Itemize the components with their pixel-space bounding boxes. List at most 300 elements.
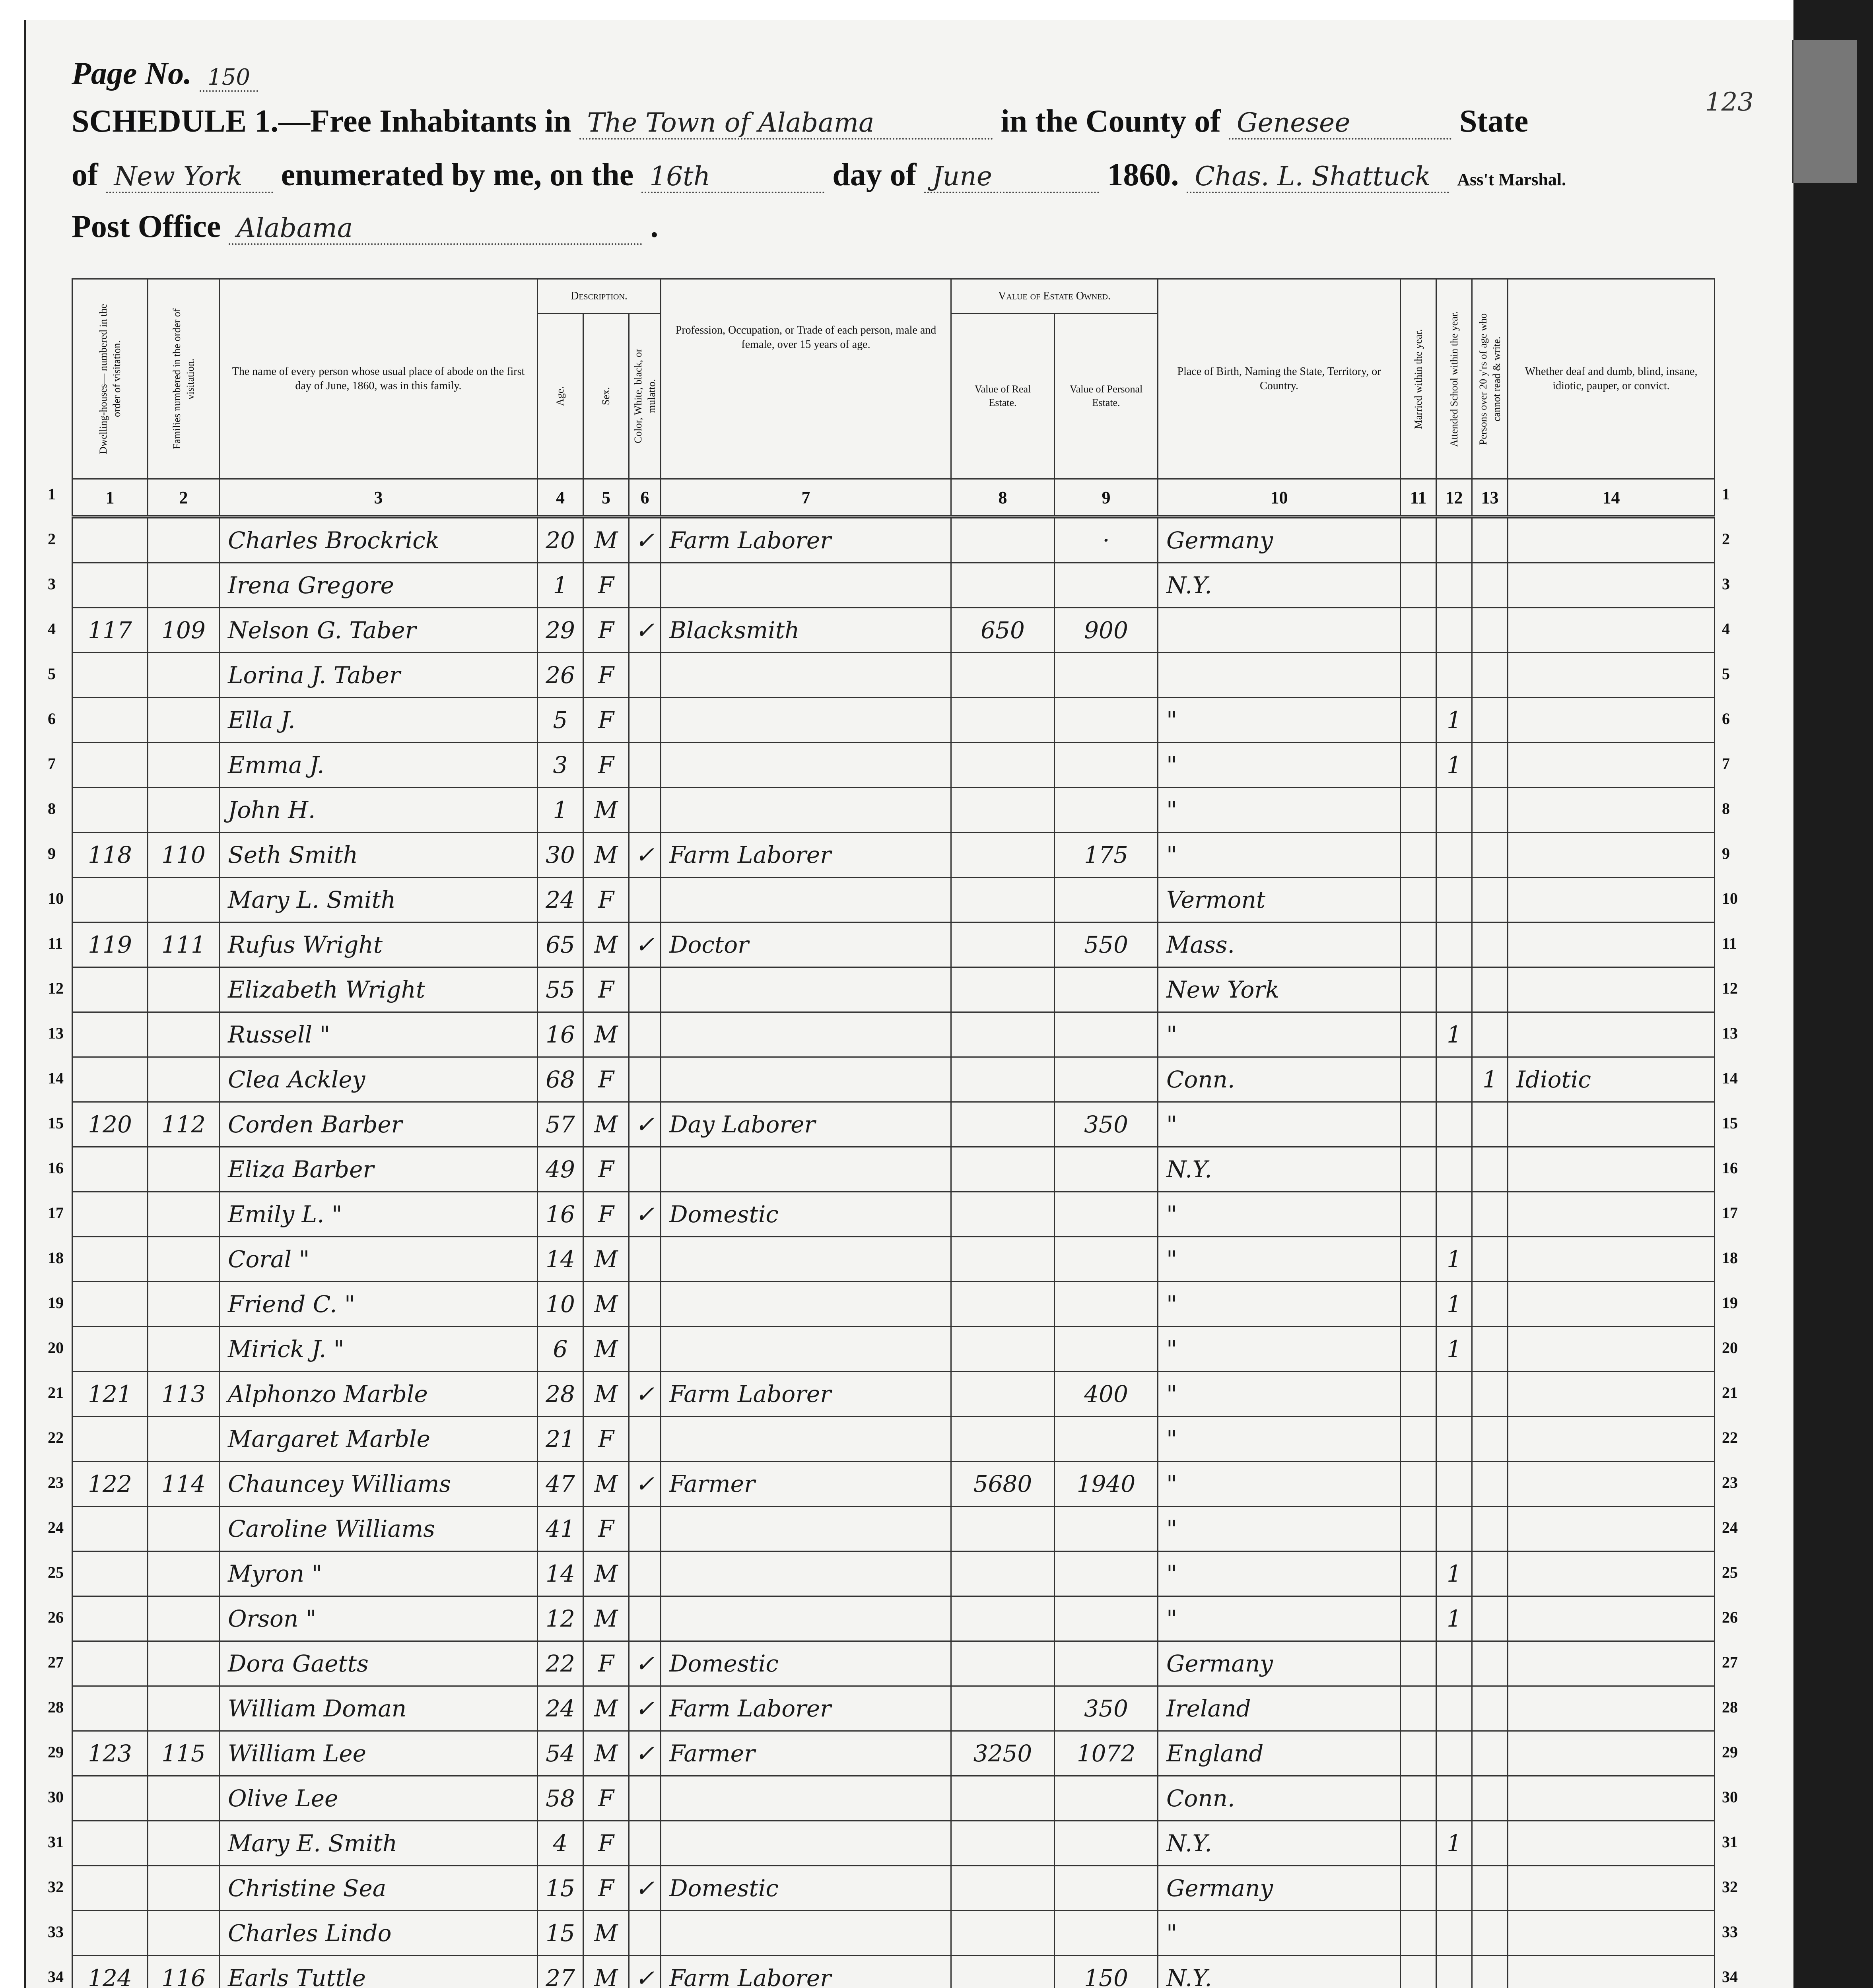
personal-estate-cell <box>1055 1911 1158 1956</box>
occupation-cell: Day Laborer <box>661 1102 951 1147</box>
dwelling-number <box>72 743 148 788</box>
married-cell <box>1401 1686 1436 1731</box>
read-write-cell <box>1472 1596 1508 1641</box>
color-cell: ✓ <box>629 517 661 563</box>
personal-estate-cell: 400 <box>1055 1372 1158 1417</box>
married-cell <box>1401 1821 1436 1866</box>
dwelling-number <box>72 1327 148 1372</box>
birthplace-cell: Vermont <box>1158 878 1401 922</box>
married-cell <box>1401 1596 1436 1641</box>
family-number: 112 <box>148 1102 220 1147</box>
table-row <box>72 1462 1715 1507</box>
family-number <box>148 653 220 698</box>
read-write-cell <box>1472 653 1508 698</box>
line-number: 7 <box>48 755 56 773</box>
real-estate-cell: 5680 <box>951 1462 1055 1507</box>
state-label: State <box>1459 104 1529 139</box>
age-cell: 15 <box>538 1911 583 1956</box>
sex-cell: M <box>583 1327 629 1372</box>
line-number: 19 <box>1722 1294 1738 1312</box>
personal-estate-cell <box>1055 788 1158 833</box>
sex-cell: M <box>583 1911 629 1956</box>
sex-cell: M <box>583 517 629 563</box>
read-write-cell <box>1472 1686 1508 1731</box>
person-name: Myron " <box>220 1551 538 1596</box>
county-value: Genesee <box>1229 107 1451 140</box>
line-number: 5 <box>48 665 56 683</box>
real-estate-cell <box>951 517 1055 563</box>
real-estate-cell <box>951 1102 1055 1147</box>
real-estate-cell <box>951 1507 1055 1551</box>
family-number <box>148 1282 220 1327</box>
read-write-cell <box>1472 1327 1508 1372</box>
col-occupation-header: Profession, Occupation, or Trade of each person, male and female, over 15 years of age. <box>661 279 951 479</box>
family-number <box>148 1327 220 1372</box>
real-estate-cell <box>951 1282 1055 1327</box>
sex-cell: M <box>583 1596 629 1641</box>
age-cell: 16 <box>538 1012 583 1057</box>
occupation-cell <box>661 653 951 698</box>
birthplace-cell: " <box>1158 698 1401 743</box>
color-cell <box>629 1147 661 1192</box>
person-name: Olive Lee <box>220 1776 538 1821</box>
marshal-label: Ass't Marshal. <box>1457 170 1566 189</box>
person-name: Orson " <box>220 1596 538 1641</box>
col-read-write-header: Persons over 20 y'rs of age who cannot read & write. <box>1472 279 1508 479</box>
color-cell <box>629 1596 661 1641</box>
condition-cell <box>1508 698 1715 743</box>
condition-cell <box>1508 788 1715 833</box>
married-cell <box>1401 1327 1436 1372</box>
column-number: 5 <box>583 479 629 517</box>
occupation-cell <box>661 1551 951 1596</box>
line-number: 33 <box>1722 1923 1738 1941</box>
age-cell: 22 <box>538 1641 583 1686</box>
color-cell: ✓ <box>629 608 661 653</box>
state-value: New York <box>106 161 273 193</box>
person-name: Chauncey Williams <box>220 1462 538 1507</box>
dwelling-number <box>72 1147 148 1192</box>
personal-estate-cell <box>1055 1507 1158 1551</box>
column-header-row <box>72 279 1715 314</box>
line-number: 11 <box>1722 934 1737 952</box>
line-number: 19 <box>48 1294 64 1312</box>
color-cell <box>629 1417 661 1462</box>
personal-estate-cell: 550 <box>1055 922 1158 967</box>
dwelling-number: 120 <box>72 1102 148 1147</box>
condition-cell <box>1508 1417 1715 1462</box>
condition-cell <box>1508 743 1715 788</box>
person-name: Coral " <box>220 1237 538 1282</box>
dwelling-number <box>72 1507 148 1551</box>
read-write-cell <box>1472 1731 1508 1776</box>
family-number: 111 <box>148 922 220 967</box>
color-cell <box>629 788 661 833</box>
family-number: 114 <box>148 1462 220 1507</box>
occupation-cell <box>661 1821 951 1866</box>
table-row <box>72 1551 1715 1596</box>
real-estate-cell <box>951 1237 1055 1282</box>
school-cell <box>1436 878 1472 922</box>
column-number: 8 <box>951 479 1055 517</box>
binding-tab <box>1792 40 1857 183</box>
personal-estate-cell <box>1055 698 1158 743</box>
schedule-header-line2 <box>72 157 1566 193</box>
person-name: Nelson G. Taber <box>220 608 538 653</box>
personal-estate-cell: 175 <box>1055 833 1158 878</box>
person-name: Ella J. <box>220 698 538 743</box>
real-estate-cell <box>951 1417 1055 1462</box>
table-row <box>72 1147 1715 1192</box>
occupation-cell: Farm Laborer <box>661 1372 951 1417</box>
table-row <box>72 563 1715 608</box>
occupation-cell: Domestic <box>661 1641 951 1686</box>
real-estate-cell <box>951 967 1055 1012</box>
condition-cell <box>1508 1551 1715 1596</box>
condition-cell <box>1508 1462 1715 1507</box>
line-number: 12 <box>1722 979 1738 997</box>
line-number: 31 <box>48 1833 64 1851</box>
real-estate-cell <box>951 833 1055 878</box>
table-row <box>72 1192 1715 1237</box>
birthplace-cell: " <box>1158 1911 1401 1956</box>
dwelling-number <box>72 967 148 1012</box>
color-cell <box>629 1551 661 1596</box>
line-number: 21 <box>48 1384 64 1402</box>
line-number: 28 <box>1722 1698 1738 1716</box>
line-number: 4 <box>48 620 56 638</box>
birthplace-cell <box>1158 608 1401 653</box>
read-write-cell <box>1472 833 1508 878</box>
real-estate-cell <box>951 563 1055 608</box>
age-cell: 3 <box>538 743 583 788</box>
dwelling-number: 121 <box>72 1372 148 1417</box>
married-cell <box>1401 1776 1436 1821</box>
real-estate-cell <box>951 922 1055 967</box>
married-cell <box>1401 1911 1436 1956</box>
line-number: 25 <box>1722 1563 1738 1581</box>
personal-estate-cell: 350 <box>1055 1102 1158 1147</box>
line-number: 23 <box>1722 1474 1738 1491</box>
line-number: 31 <box>1722 1833 1738 1851</box>
sex-cell: F <box>583 563 629 608</box>
line-number: 13 <box>1722 1024 1738 1042</box>
family-number <box>148 1776 220 1821</box>
occupation-cell: Farm Laborer <box>661 517 951 563</box>
line-number: 22 <box>48 1429 64 1446</box>
table-row <box>72 743 1715 788</box>
person-name: Charles Brockrick <box>220 517 538 563</box>
birthplace-cell: Germany <box>1158 1641 1401 1686</box>
married-cell <box>1401 743 1436 788</box>
family-number <box>148 1192 220 1237</box>
of-label: of <box>72 157 98 192</box>
read-write-cell <box>1472 1821 1508 1866</box>
school-cell <box>1436 1507 1472 1551</box>
col-condition-header: Whether deaf and dumb, blind, insane, idiotic, pauper, or convict. <box>1508 279 1715 479</box>
dwelling-number <box>72 1282 148 1327</box>
condition-cell <box>1508 833 1715 878</box>
condition-cell <box>1508 1596 1715 1641</box>
read-write-cell <box>1472 1551 1508 1596</box>
age-cell: 27 <box>538 1956 583 1988</box>
line-number: 9 <box>1722 845 1730 862</box>
birthplace-cell: N.Y. <box>1158 1956 1401 1988</box>
school-cell <box>1436 1731 1472 1776</box>
person-name: Mary L. Smith <box>220 878 538 922</box>
dwelling-number <box>72 1686 148 1731</box>
birthplace-cell: " <box>1158 1507 1401 1551</box>
line-number: 6 <box>1722 710 1730 728</box>
personal-estate-cell <box>1055 1641 1158 1686</box>
real-estate-cell <box>951 653 1055 698</box>
color-cell: ✓ <box>629 1641 661 1686</box>
occupation-cell <box>661 563 951 608</box>
dwelling-number <box>72 1057 148 1102</box>
person-name: Charles Lindo <box>220 1911 538 1956</box>
family-number <box>148 517 220 563</box>
line-number: 22 <box>1722 1429 1738 1446</box>
birthplace-cell: " <box>1158 1327 1401 1372</box>
census-rows <box>72 517 1715 1988</box>
real-estate-cell <box>951 878 1055 922</box>
married-cell <box>1401 1417 1436 1462</box>
column-number: 13 <box>1472 479 1508 517</box>
column-number: 4 <box>538 479 583 517</box>
color-cell <box>629 1327 661 1372</box>
birthplace-cell: Germany <box>1158 517 1401 563</box>
age-cell: 24 <box>538 1686 583 1731</box>
real-estate-cell <box>951 1686 1055 1731</box>
col-birthplace-header: Place of Birth, Naming the State, Territory, or Country. <box>1158 279 1401 479</box>
line-number: 30 <box>48 1788 64 1806</box>
table-row <box>72 608 1715 653</box>
married-cell <box>1401 1012 1436 1057</box>
county-label: in the County of <box>1001 104 1221 139</box>
line-number: 2 <box>1722 530 1730 548</box>
school-cell <box>1436 922 1472 967</box>
birthplace-cell: " <box>1158 1551 1401 1596</box>
sex-cell: F <box>583 1641 629 1686</box>
person-name: Elizabeth Wright <box>220 967 538 1012</box>
dwelling-number <box>72 1012 148 1057</box>
married-cell <box>1401 1282 1436 1327</box>
occupation-cell: Farm Laborer <box>661 833 951 878</box>
occupation-cell <box>661 788 951 833</box>
table-row <box>72 1866 1715 1911</box>
condition-cell <box>1508 1731 1715 1776</box>
sex-cell: F <box>583 1057 629 1102</box>
occupation-cell <box>661 1596 951 1641</box>
person-name: William Lee <box>220 1731 538 1776</box>
occupation-cell: Farmer <box>661 1731 951 1776</box>
birthplace-cell: Mass. <box>1158 922 1401 967</box>
page-number-label: Page No. <box>72 56 192 91</box>
person-name: Emily L. " <box>220 1192 538 1237</box>
dwelling-number: 117 <box>72 608 148 653</box>
read-write-cell <box>1472 1102 1508 1147</box>
school-cell: 1 <box>1436 1327 1472 1372</box>
person-name: Mary E. Smith <box>220 1821 538 1866</box>
color-cell <box>629 1282 661 1327</box>
real-estate-cell <box>951 1327 1055 1372</box>
condition-cell <box>1508 1282 1715 1327</box>
personal-estate-cell <box>1055 1012 1158 1057</box>
family-number <box>148 878 220 922</box>
personal-estate-cell <box>1055 967 1158 1012</box>
dwelling-number <box>72 698 148 743</box>
read-write-cell <box>1472 517 1508 563</box>
occupation-cell <box>661 1507 951 1551</box>
table-row <box>72 1911 1715 1956</box>
line-number: 5 <box>1722 665 1730 683</box>
birthplace-cell: England <box>1158 1731 1401 1776</box>
line-number: 18 <box>1722 1249 1738 1267</box>
married-cell <box>1401 563 1436 608</box>
sex-cell: F <box>583 1776 629 1821</box>
table-row <box>72 967 1715 1012</box>
line-number: 15 <box>48 1114 64 1132</box>
personal-estate-cell: 1072 <box>1055 1731 1158 1776</box>
person-name: Christine Sea <box>220 1866 538 1911</box>
married-cell <box>1401 922 1436 967</box>
line-number: 26 <box>48 1608 64 1626</box>
school-cell <box>1436 1417 1472 1462</box>
married-cell <box>1401 1462 1436 1507</box>
sex-cell: M <box>583 1956 629 1988</box>
school-cell <box>1436 1776 1472 1821</box>
age-cell: 29 <box>538 608 583 653</box>
sex-cell: M <box>583 1462 629 1507</box>
age-cell: 21 <box>538 1417 583 1462</box>
table-row <box>72 1641 1715 1686</box>
line-number: 24 <box>1722 1518 1738 1536</box>
person-name: Lorina J. Taber <box>220 653 538 698</box>
occupation-cell <box>661 1237 951 1282</box>
read-write-cell <box>1472 1641 1508 1686</box>
dwelling-number <box>72 1551 148 1596</box>
sex-cell: F <box>583 1417 629 1462</box>
personal-estate-cell <box>1055 1282 1158 1327</box>
birthplace-cell: " <box>1158 1282 1401 1327</box>
married-cell <box>1401 1866 1436 1911</box>
age-cell: 4 <box>538 1821 583 1866</box>
line-number: 17 <box>48 1204 64 1222</box>
birthplace-cell: " <box>1158 743 1401 788</box>
personal-estate-cell <box>1055 1327 1158 1372</box>
line-number: 8 <box>1722 800 1730 817</box>
condition-cell <box>1508 653 1715 698</box>
birthplace-cell: " <box>1158 1372 1401 1417</box>
married-cell <box>1401 1641 1436 1686</box>
real-estate-cell <box>951 1372 1055 1417</box>
personal-estate-cell <box>1055 563 1158 608</box>
occupation-cell <box>661 1282 951 1327</box>
read-write-cell <box>1472 1866 1508 1911</box>
person-name: Clea Ackley <box>220 1057 538 1102</box>
age-cell: 65 <box>538 922 583 967</box>
married-cell <box>1401 698 1436 743</box>
column-number: 12 <box>1436 479 1472 517</box>
family-number <box>148 1596 220 1641</box>
family-number <box>148 698 220 743</box>
line-number: 20 <box>48 1339 64 1357</box>
married-cell <box>1401 788 1436 833</box>
age-cell: 5 <box>538 698 583 743</box>
real-estate-cell <box>951 1776 1055 1821</box>
personal-estate-cell <box>1055 1821 1158 1866</box>
read-write-cell <box>1472 1956 1508 1988</box>
birthplace-cell: " <box>1158 1192 1401 1237</box>
age-cell: 58 <box>538 1776 583 1821</box>
family-number <box>148 1686 220 1731</box>
birthplace-cell: " <box>1158 788 1401 833</box>
school-cell <box>1436 1462 1472 1507</box>
dwelling-number: 118 <box>72 833 148 878</box>
page-number-value: 150 <box>200 64 258 92</box>
married-cell <box>1401 878 1436 922</box>
condition-cell <box>1508 1776 1715 1821</box>
family-number <box>148 1551 220 1596</box>
married-cell <box>1401 1507 1436 1551</box>
color-cell: ✓ <box>629 922 661 967</box>
color-cell <box>629 698 661 743</box>
married-cell <box>1401 833 1436 878</box>
family-number <box>148 788 220 833</box>
col-school-header: Attended School within the year. <box>1436 279 1472 479</box>
column-number: 11 <box>1401 479 1436 517</box>
family-number <box>148 967 220 1012</box>
corner-stamp-number: 123 <box>1705 87 1754 117</box>
family-number: 113 <box>148 1372 220 1417</box>
occupation-cell <box>661 1012 951 1057</box>
sex-cell: F <box>583 1821 629 1866</box>
condition-cell <box>1508 967 1715 1012</box>
color-cell <box>629 1776 661 1821</box>
line-number: 9 <box>48 845 56 862</box>
age-cell: 14 <box>538 1551 583 1596</box>
condition-cell <box>1508 1192 1715 1237</box>
age-cell: 68 <box>538 1057 583 1102</box>
person-name: Margaret Marble <box>220 1417 538 1462</box>
school-cell <box>1436 1057 1472 1102</box>
line-number: 23 <box>48 1474 64 1491</box>
person-name: Dora Gaetts <box>220 1641 538 1686</box>
sex-cell: M <box>583 833 629 878</box>
married-cell <box>1401 517 1436 563</box>
line-number: 24 <box>48 1518 64 1536</box>
birthplace-cell: N.Y. <box>1158 1821 1401 1866</box>
family-number <box>148 1866 220 1911</box>
age-cell: 49 <box>538 1147 583 1192</box>
school-cell: 1 <box>1436 743 1472 788</box>
line-number: 20 <box>1722 1339 1738 1357</box>
sex-cell: M <box>583 1102 629 1147</box>
color-cell: ✓ <box>629 1372 661 1417</box>
occupation-cell: Doctor <box>661 922 951 967</box>
read-write-cell <box>1472 1192 1508 1237</box>
read-write-cell: 1 <box>1472 1057 1508 1102</box>
read-write-cell <box>1472 878 1508 922</box>
color-cell: ✓ <box>629 1686 661 1731</box>
school-cell <box>1436 608 1472 653</box>
real-estate-cell <box>951 743 1055 788</box>
condition-cell: Idiotic <box>1508 1057 1715 1102</box>
dwelling-number <box>72 1776 148 1821</box>
town-value: The Town of Alabama <box>579 107 993 140</box>
school-cell <box>1436 1911 1472 1956</box>
color-cell <box>629 653 661 698</box>
